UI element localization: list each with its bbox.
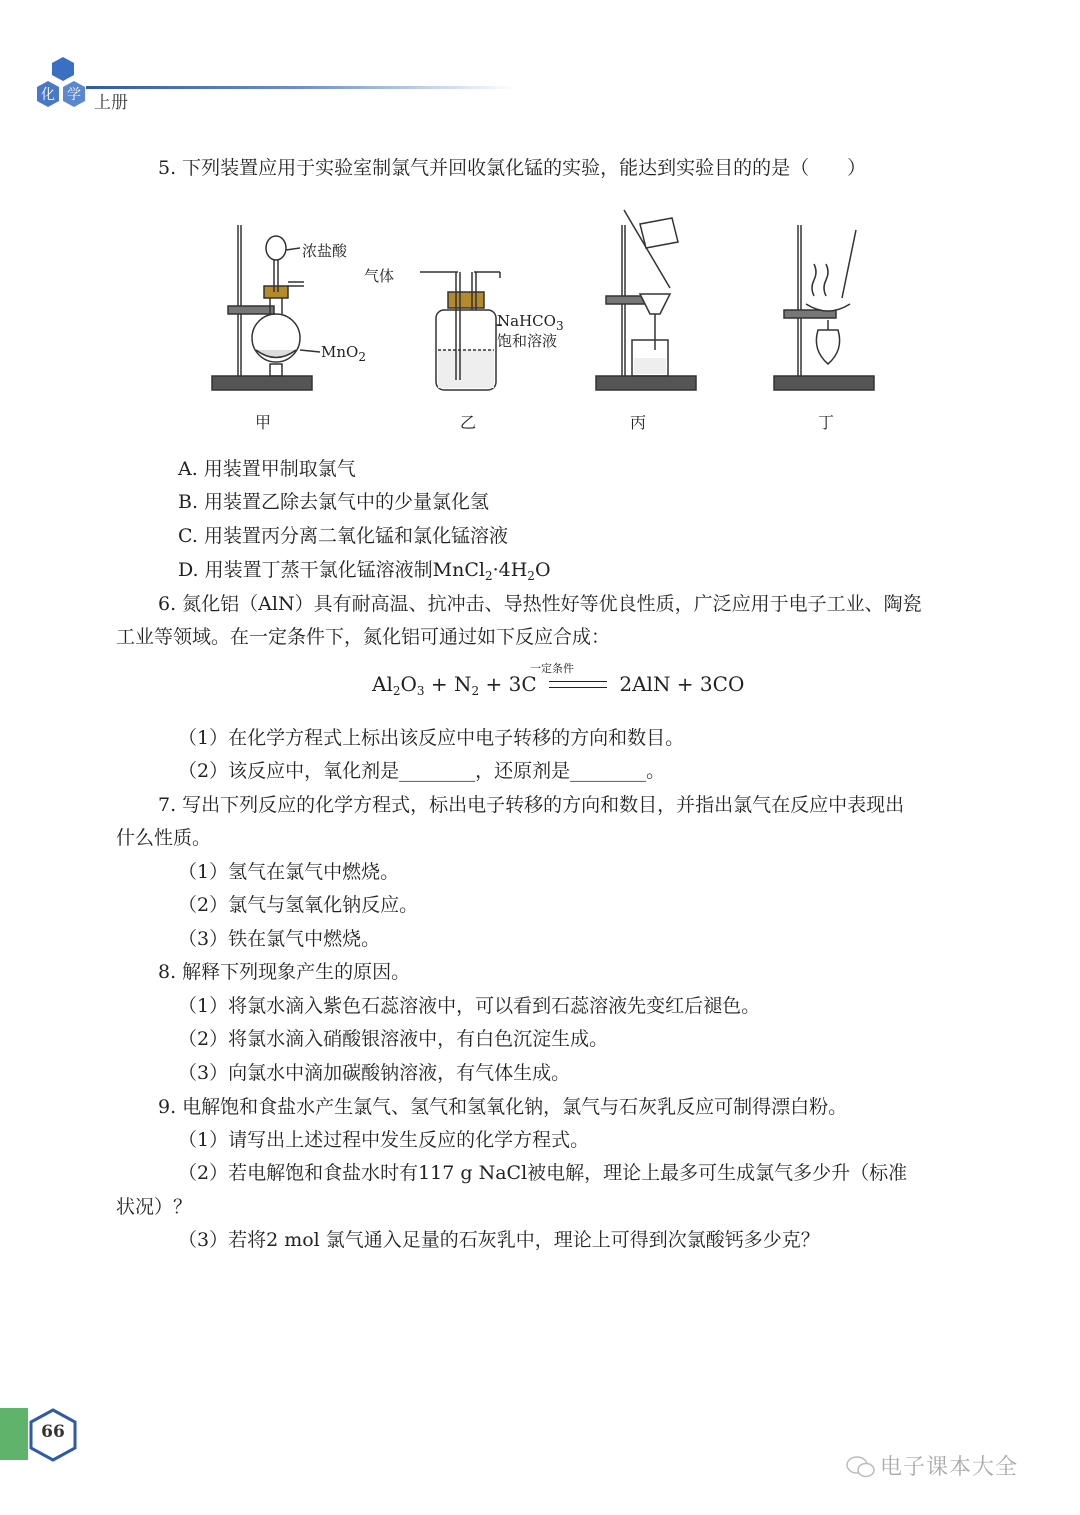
label-hcl: 浓盐酸 xyxy=(302,242,348,260)
wechat-icon xyxy=(846,1454,876,1480)
label-saturated-solution: 饱和溶液 xyxy=(497,332,558,350)
q7-line1: 7. 写出下列反应的化学方程式，标出电子转移的方向和数目，并指出氯气在反应中表现出 xyxy=(158,794,905,816)
chemical-equation: $Al_2O_3 + N_2 + 3C$ 2AlN + 3CO xyxy=(372,672,745,698)
watermark: 电子课本大全 xyxy=(880,1455,1019,1480)
subject-hex-logo xyxy=(30,55,94,115)
equation-condition: 一定条件 xyxy=(530,662,574,675)
q8-sub3: （3）向氯水中滴加碳酸钠溶液，有气体生成。 xyxy=(178,1062,571,1084)
q6-sub1: （1）在化学方程式上标出该反应中电子转移的方向和数目。 xyxy=(178,727,685,749)
caption-jia: 甲 xyxy=(255,413,272,432)
label-gas: 气体 xyxy=(364,267,395,285)
q7-sub1: （1）氢气在氯气中燃烧。 xyxy=(178,861,400,883)
q7-sub2: （2）氯气与氢氧化钠反应。 xyxy=(178,894,419,916)
apparatus-yi xyxy=(420,272,502,390)
q9-line1: 9. 电解饱和食盐水产生氯气、氢气和氢氧化钠，氯气与石灰乳反应可制得漂白粉。 xyxy=(158,1096,848,1118)
apparatus-figure xyxy=(200,200,900,405)
page-number: 66 xyxy=(41,1422,65,1442)
q6-line1: 6. 氮化铝（AlN）具有耐高温、抗冲击、导热性好等优良性质，广泛应用于电子工业、陶瓷 xyxy=(158,593,922,615)
label-nahco3: NaHCO$_3$ xyxy=(497,312,564,333)
q7-line2: 什么性质。 xyxy=(116,827,212,849)
equals-sign xyxy=(549,678,607,694)
caption-ding: 丁 xyxy=(818,413,835,432)
q7-sub3: （3）铁在氯气中燃烧。 xyxy=(178,928,381,950)
volume-label: 上册 xyxy=(94,93,128,113)
page-tab xyxy=(0,1408,28,1460)
q6-sub2: （2）该反应中，氧化剂是________，还原剂是________。 xyxy=(178,760,666,782)
q5-option-c: C. 用装置丙分离二氧化锰和氯化锰溶液 xyxy=(178,525,508,547)
header-rule xyxy=(86,86,516,89)
q5-option-a: A. 用装置甲制取氯气 xyxy=(178,458,356,480)
caption-yi: 乙 xyxy=(460,413,477,432)
q8-sub1: （1）将氯水滴入紫色石蕊溶液中，可以看到石蕊溶液先变红后褪色。 xyxy=(178,995,761,1017)
subject-char-1: 化 xyxy=(41,87,55,103)
q9-sub1: （1）请写出上述过程中发生反应的化学方程式。 xyxy=(178,1129,590,1151)
caption-bing: 丙 xyxy=(630,413,647,432)
q5-option-b: B. 用装置乙除去氯气中的少量氯化氢 xyxy=(178,491,490,513)
q8-line1: 8. 解释下列现象产生的原因。 xyxy=(158,961,411,983)
label-mno2: MnO$_2$ xyxy=(321,343,366,364)
q8-sub2: （2）将氯水滴入硝酸银溶液中，有白色沉淀生成。 xyxy=(178,1028,609,1050)
q5-stem: 5. 下列装置应用于实验室制氯气并回收氯化锰的实验，能达到实验目的的是（ ） xyxy=(158,157,867,179)
q9-sub3: （3）若将2 mol 氯气通入足量的石灰乳中，理论上可得到次氯酸钙多少克？ xyxy=(178,1229,820,1251)
q6-line2: 工业等领域。在一定条件下，氮化铝可通过如下反应合成： xyxy=(116,626,611,648)
q5-option-d: D. 用装置丁蒸干氯化锰溶液制$MnCl_2\cdot 4H_2O$ xyxy=(178,559,551,583)
apparatus-bing xyxy=(596,210,696,390)
q9-sub2a: （2）若电解饱和食盐水时有117 g NaCl被电解，理论上最多可生成氯气多少升（标准 xyxy=(178,1162,908,1184)
apparatus-ding xyxy=(774,225,874,390)
subject-char-2: 学 xyxy=(67,87,81,103)
q9-sub2b: 状况）？ xyxy=(116,1196,193,1218)
